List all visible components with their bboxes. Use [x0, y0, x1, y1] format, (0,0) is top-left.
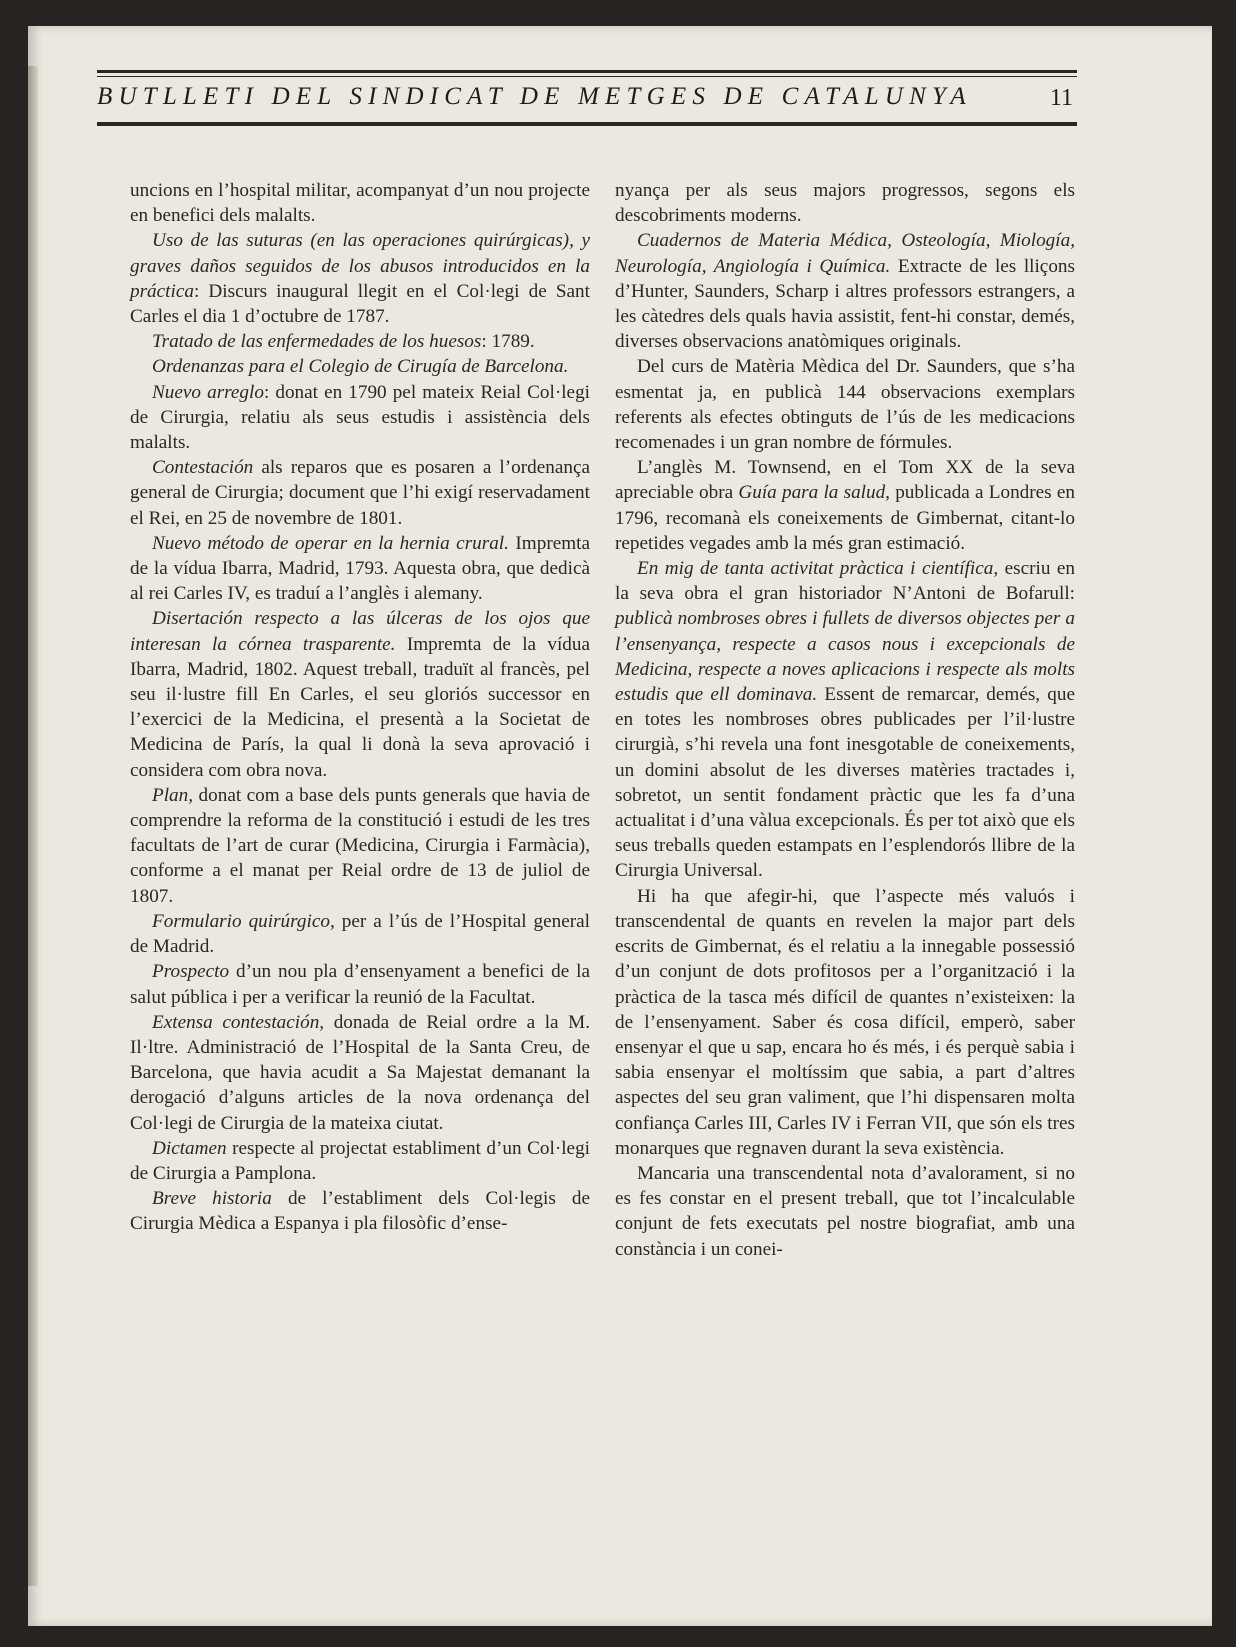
paragraph	[130, 1136, 590, 1186]
body-text: als reparos que es posaren a l’ordenança general de Cirurgia; document que l’hi exigí reservadament el Rei, en 25 de novembre de 1801.	[130, 457, 590, 529]
body-text: Hi ha que afegir-hi, que l’aspecte més valuós i transcendental de quants en revelen la major part dels escrits de Gimbernat, és el relatiu a la innegable possessió d’un conjunt de dots profitosos per a l’organització i la pràctica de la tasca més difícil de quantes n’existeixen: la de l’ensenyament. Saber és cosa difícil, emperò, saber ensenyar el que u sap, encara ho és més, i és perquè sabia i sabia ensenyar el moltíssim que sabia, a part d’altres aspectes del seu gran valiment, que l’hi dispensaren molta confiança Carles III, Carles IV i Ferran VII, que són els tres monarques que regnaven durant la seva existència.	[615, 885, 1075, 1159]
body-text: de l’establiment dels Col·legis de Cirurgia Mèdica a Espanya i pla filosòfic d’ense-	[130, 1188, 591, 1235]
body-text: Mancaria una transcendental nota d’avalorament, si no es fes constar en el present treball, que tot l’incalculable conjunt de fets executats pel nostre biografiat, amb una constància i un conei-	[615, 1162, 1075, 1260]
italic-title-text: Guía para la salud,	[738, 482, 890, 504]
italic-title-text: publicà nombroses obres i fullets de diversos objectes per a l’ensenyança, respecte a casos nous i excepcionals de Medicina, respecte a noves aplicacions i respecte als molts estudis que ell dominava.	[615, 608, 1075, 706]
body-text: donat com a base dels punts generals que havia de comprendre la reforma de la constitució i estudi de les tres facultats de l’art de curar (Medicina, Cirurgia i Farmàcia), conforme a el manat per Reial ordre de 13 de juliol de 1807.	[130, 784, 590, 907]
paragraph	[615, 455, 1075, 556]
paragraph	[130, 354, 590, 379]
body-text: respecte al projectat establiment d’un Col·legi de Cirurgia a Pamplona.	[130, 1137, 590, 1184]
right-text-column	[615, 178, 1075, 1262]
italic-title-text: Tratado de las enfermedades de los huesos	[152, 331, 482, 353]
body-text: Impremta de la vídua Ibarra, Madrid, 1802. Aquest treball, traduït al francès, pel seu il·lustre fill En Carles, el seu gloriós successor en l’exercici de la Medicina, el presentà a la Societat de Medicina de París, la qual li donà la seva aprovació i considera com obra nova.	[130, 633, 591, 781]
paragraph	[130, 1010, 590, 1136]
page-number: 11	[1049, 85, 1073, 111]
italic-title-text: Extensa contestación,	[152, 1011, 325, 1033]
running-title: BUTLLETI DEL SINDICAT DE METGES DE CATALUNYA	[97, 83, 972, 110]
italic-title-text: Prospecto	[152, 961, 230, 983]
italic-title-text: Uso de las suturas (en las operaciones quirúrgicas), y graves daños seguidos de los abusos introducidos en la práctica	[130, 230, 590, 302]
italic-title-text: Nuevo arreglo	[152, 381, 264, 403]
paragraph	[130, 606, 590, 782]
body-text: : Discurs inaugural llegit en el Col·legi de Sant Carles el dia 1 d’octubre de 1787.	[130, 280, 590, 328]
body-text: : donat en 1790 pel mateix Reial Col·legi de Cirurgia, relatiu als seus estudis i assistència dels malalts.	[130, 381, 590, 454]
paragraph	[130, 909, 590, 959]
paragraph	[130, 329, 590, 354]
paragraph	[130, 1186, 590, 1236]
paragraph	[615, 178, 1075, 228]
paragraph	[130, 380, 590, 456]
body-text: L’anglès M. Townsend, en el Tom XX de la seva apreciable obra	[615, 457, 1075, 504]
italic-title-text: Ordenanzas para el Colegio de Cirugía de Barcelona.	[152, 356, 569, 378]
body-text: Impremta de la vídua Ibarra, Madrid, 1793. Aquesta obra, que dedicà al rei Carles IV, es traduí a l’anglès i alemany.	[130, 532, 590, 605]
italic-title-text: Formulario quirúrgico,	[152, 910, 335, 932]
running-header	[97, 70, 1077, 126]
left-text-column	[130, 178, 590, 1237]
paragraph	[130, 228, 590, 329]
paragraph	[615, 228, 1075, 354]
header-top-rule	[97, 70, 1077, 73]
body-text: publicada a Londres en 1796, recomanà els coneixements de Gimbernat, citant-lo repetides vegades amb la més gran estimació.	[615, 482, 1075, 554]
italic-title-text: Disertación respecto a las úlceras de los ojos que interesan la córnea trasparente.	[130, 608, 590, 655]
italic-title-text: Plan,	[152, 784, 194, 806]
header-bottom-rule	[97, 123, 1077, 126]
italic-title-text: En mig de tanta activitat pràctica i científica,	[637, 558, 999, 580]
body-text: Extracte de les lliçons d’Hunter, Saunders, Scharp i altres professors estrangers, a les càtedres dels quals havia assistit, fent-hi constar, demés, diverses observacions anatòmiques originals.	[615, 255, 1075, 353]
paragraph	[130, 455, 590, 531]
paragraph	[615, 556, 1075, 884]
paragraph	[130, 531, 590, 607]
paragraph	[130, 959, 590, 1009]
paragraph	[130, 783, 590, 909]
italic-title-text: Cuadernos de Materia Médica, Osteología, Miología, Neurología, Angiología i Química.	[615, 230, 1075, 277]
body-text: d’un nou pla d’ensenyament a benefici de la salut pública i per a verificar la reunió de la Facultat.	[130, 961, 590, 1008]
body-text: donada de Reial ordre a la M. Il·ltre. Administració de l’Hospital de la Santa Creu, de Barcelona, que havia acudit a Sa Majestat demanant la derogació d’alguns articles de la nova ordenança del Col·legi de Cirurgia de la mateixa ciutat.	[130, 1011, 590, 1134]
italic-title-text: Contestación	[152, 457, 254, 479]
paragraph	[130, 178, 590, 228]
body-text: per a l’ús de l’Hospital general de Madrid.	[130, 910, 591, 958]
paragraph	[615, 884, 1075, 1161]
body-text: escriu en la seva obra el gran historiador N’Antoni de Bofarull:	[615, 558, 1075, 605]
paragraph	[615, 1161, 1075, 1262]
body-text: Del curs de Matèria Mèdica del Dr. Saunders, que s’ha esmentat ja, en publicà 144 observacions exemplars referents als efectes obtinguts de l’ús de les medicacions recomenades i un gran nombre de fórmules.	[615, 356, 1075, 454]
body-text: nyança per als seus majors progressos, segons els descobriments moderns.	[615, 180, 1075, 227]
body-text: : 1789.	[481, 331, 535, 353]
italic-title-text: Breve historia	[152, 1188, 272, 1210]
italic-title-text: Dictamen	[152, 1137, 227, 1159]
paragraph	[615, 354, 1075, 455]
body-text: uncions en l’hospital militar, acompanyat d’un nou projecte en benefici dels malalts.	[130, 180, 590, 227]
page-binding-shadow	[28, 66, 38, 1586]
italic-title-text: Nuevo método de operar en la hernia crural.	[152, 532, 509, 554]
body-text: Essent de remarcar, demés, que en totes les nombroses obres publicades per l’il·lustre cirurgià, s’hi revela una font inesgotable de coneixements, un domini absolut de les diverses matèries tractades i, sobretot, un sentit fondament pràctic que les fa d’una actualitat i d’una vàlua excepcionals. És per tot això que els seus treballs queden estampats en l’esplendorós llibre de la Cirurgia Universal.	[615, 684, 1075, 882]
